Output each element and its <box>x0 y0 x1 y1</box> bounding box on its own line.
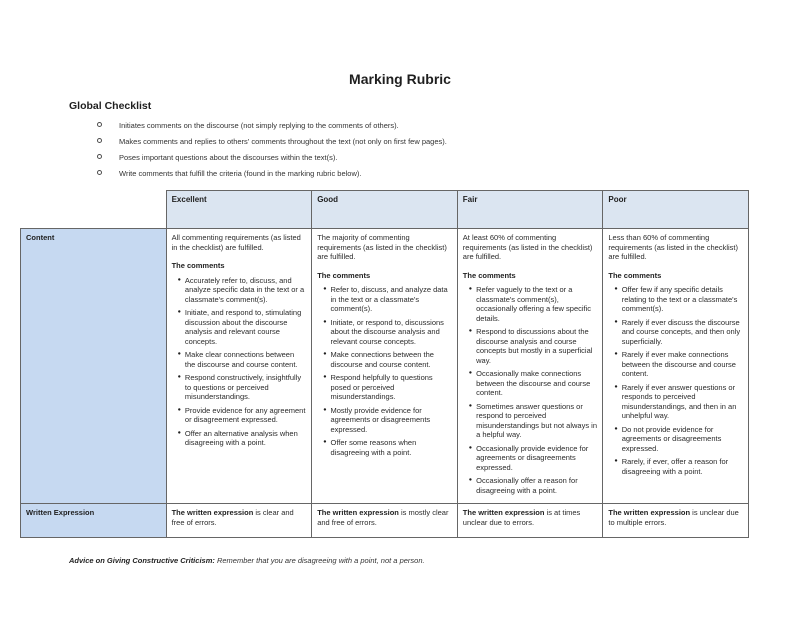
bullet-dot-icon: ● <box>323 351 327 357</box>
cell-bullet-item <box>323 285 452 314</box>
checklist-list <box>69 121 729 179</box>
cell-intro-text: All commenting requirements (as listed in the checklist) are fulfilled. <box>171 233 301 252</box>
cell-bullet-text: Rarely if ever answer questions or responds to perceived misunderstandings, and then in an unhelpful way. <box>621 382 737 420</box>
rubric-table <box>20 190 749 538</box>
row-header-content: Content <box>21 229 167 504</box>
cell-bullet-item <box>614 457 743 476</box>
cell-bullet-text: Occasionally provide evidence for agreements or disagreements expressed. <box>476 443 589 472</box>
checklist-item <box>97 169 729 179</box>
written-cell-good <box>312 504 458 538</box>
cell-bullet-list <box>172 276 307 448</box>
cell-bullet-text: Rarely if ever make connections between the discourse and course content. <box>621 350 736 378</box>
cell-bullet-text: Occasionally make connections between the discourse and course content. <box>476 369 591 397</box>
cell-bullet-text: Sometimes answer questions or respond to perceived misunderstandings but not always in a helpful way. <box>476 401 598 439</box>
cell-subheading: The comments <box>608 270 662 280</box>
bullet-dot-icon: ● <box>614 318 618 325</box>
cell-bullet-item <box>614 425 743 454</box>
cell-bullet-text: Make connections between the discourse and course content. <box>330 350 434 369</box>
bullet-dot-icon: ● <box>614 425 618 432</box>
content-cell-fair <box>457 229 603 504</box>
row-header-written-expression: Written Expression <box>21 504 167 538</box>
cell-bullet-text: Offer few if any specific details relating to the text or a classmate's comment(s). <box>621 285 738 313</box>
cell-bullet-list <box>317 285 452 457</box>
advice-note <box>69 556 425 565</box>
cell-bullet-item <box>614 285 743 314</box>
checklist-heading: Global Checklist <box>69 100 152 112</box>
bullet-dot-icon: ● <box>323 374 327 380</box>
cell-intro-text: The majority of commenting requirements (as listed in the checklist) are fulfilled. <box>317 233 447 261</box>
cell-bullet-text: Provide evidence for any agreement or disagreement expressed. <box>184 405 306 424</box>
bullet-dot-icon: ● <box>614 458 618 464</box>
cell-bullet-text: Respond helpfully to questions posed or perceived misunderstandings. <box>330 373 433 401</box>
cell-bullet-text: Do not provide evidence for agreements or disagreements expressed. <box>621 424 722 453</box>
column-header-poor: Poor <box>603 191 749 229</box>
advice-label: Advice on Giving Constructive Criticism: <box>69 556 215 565</box>
written-expression-row <box>21 504 749 538</box>
column-header-fair: Fair <box>457 191 603 229</box>
written-cell-lead: The written expression <box>171 508 254 517</box>
bullet-dot-icon: ● <box>323 439 327 445</box>
cell-bullet-item <box>178 276 307 305</box>
column-header-good: Good <box>312 191 458 229</box>
cell-bullet-text: Initiate, and respond to, stimulating discussion about the discourse analysis and relevant course concepts. <box>184 308 302 346</box>
written-cell-lead: The written expression <box>462 508 545 517</box>
cell-bullet-text: Rarely, if ever, offer a reason for disagreeing with a point. <box>621 457 729 476</box>
cell-bullet-text: Rarely if ever discuss the discourse and course concepts, and then only superficially. <box>621 317 741 346</box>
cell-bullet-text: Respond to discussions about the discourse analysis and course concepts but mostly in a superficial way. <box>476 327 593 365</box>
bullet-dot-icon: ● <box>177 374 181 380</box>
cell-intro-text: Less than 60% of commenting requirements (as listed in the checklist) are fulfilled. <box>608 233 739 261</box>
bullet-dot-icon: ● <box>177 276 181 283</box>
checklist-item <box>97 121 729 131</box>
cell-bullet-item <box>178 429 307 448</box>
cell-bullet-item <box>469 444 598 473</box>
written-cell-excellent <box>166 504 312 538</box>
cell-bullet-item <box>323 318 452 347</box>
cell-bullet-item <box>614 383 743 421</box>
cell-bullet-text: Respond constructively, insightfully to questions or perceived misunderstandings. <box>184 373 302 401</box>
rubric-header-row <box>21 191 749 229</box>
cell-bullet-text: Refer vaguely to the text or a classmate's comment(s), occasionally offering a few specific details. <box>476 285 592 323</box>
cell-bullet-text: Accurately refer to, discuss, and analyze specific data in the text or a classmate's comment(s). <box>184 275 305 304</box>
bullet-dot-icon: ● <box>468 402 473 409</box>
bullet-dot-icon: ● <box>614 286 618 292</box>
cell-bullet-item <box>614 350 743 379</box>
written-cell-lead: The written expression <box>317 508 399 517</box>
cell-subheading: The comments <box>462 270 516 280</box>
content-cell-poor <box>603 229 749 504</box>
cell-bullet-text: Offer an alternative analysis when disagreeing with a point. <box>184 428 298 447</box>
bullet-dot-icon: ● <box>468 477 473 483</box>
bullet-dot-icon: ● <box>323 318 327 325</box>
bullet-dot-icon: ● <box>468 444 473 451</box>
bullet-dot-icon: ● <box>468 370 473 376</box>
cell-bullet-item <box>469 327 598 365</box>
cell-bullet-item <box>469 402 598 440</box>
cell-bullet-item <box>469 285 598 323</box>
bullet-dot-icon: ● <box>614 351 618 357</box>
circle-bullet-icon <box>97 154 102 159</box>
checklist-item-text: Poses important questions about the discourses within the text(s). <box>119 153 338 162</box>
cell-bullet-text: Refer to, discuss, and analyze data in the text or a classmate's comment(s). <box>330 285 448 313</box>
cell-bullet-item <box>614 318 743 347</box>
written-cell-poor <box>603 504 749 538</box>
bullet-dot-icon: ● <box>468 328 473 334</box>
cell-intro-text: At least 60% of commenting requirements (as listed in the checklist) are fulfilled. <box>462 233 593 261</box>
cell-bullet-text: Occasionally offer a reason for disagreeing with a point. <box>476 476 578 495</box>
cell-bullet-item <box>469 369 598 398</box>
content-cell-excellent <box>166 229 312 504</box>
cell-bullet-list <box>608 285 743 476</box>
cell-bullet-text: Initiate, or respond to, discussions about the discourse analysis and relevant course concepts. <box>330 317 444 346</box>
global-checklist-section <box>69 100 729 185</box>
column-header-excellent: Excellent <box>166 191 312 229</box>
bullet-dot-icon: ● <box>323 286 327 292</box>
written-cell-text: is mostly clear and free of errors. <box>317 508 449 527</box>
cell-bullet-item <box>323 438 452 457</box>
cell-bullet-item <box>323 406 452 435</box>
cell-bullet-text: Make clear connections between the discourse and course content. <box>184 350 298 369</box>
advice-text: Remember that you are disagreeing with a point, not a person. <box>214 556 425 565</box>
bullet-dot-icon: ● <box>614 383 618 390</box>
written-cell-text: is clear and free of errors. <box>171 508 294 527</box>
cell-bullet-text: Offer some reasons when disagreeing with a point. <box>330 438 417 457</box>
bullet-dot-icon: ● <box>177 406 181 413</box>
cell-subheading: The comments <box>317 270 371 280</box>
cell-bullet-item <box>323 350 452 369</box>
written-cell-text: is unclear due to multiple errors. <box>608 508 739 527</box>
checklist-item-text: Makes comments and replies to others' comments throughout the text (not only on first few pages). <box>119 137 447 146</box>
circle-bullet-icon <box>97 122 102 127</box>
checklist-item-text: Write comments that fulfill the criteria (found in the marking rubric below). <box>119 169 362 178</box>
cell-bullet-item <box>178 406 307 425</box>
written-cell-lead: The written expression <box>608 508 691 517</box>
bullet-dot-icon: ● <box>468 286 473 292</box>
circle-bullet-icon <box>97 170 102 175</box>
cell-subheading: The comments <box>171 261 225 270</box>
written-cell-text: is at times unclear due to errors. <box>462 508 581 527</box>
bullet-dot-icon: ● <box>323 406 327 413</box>
cell-bullet-item <box>178 373 307 402</box>
circle-bullet-icon <box>97 138 102 143</box>
cell-bullet-item <box>178 350 307 369</box>
checklist-item-text: Initiates comments on the discourse (not simply replying to the comments of others). <box>119 121 399 130</box>
corner-cell <box>21 191 167 229</box>
bullet-dot-icon: ● <box>177 429 181 436</box>
content-cell-good <box>312 229 458 504</box>
written-cell-fair <box>457 504 603 538</box>
page-title: Marking Rubric <box>349 71 451 87</box>
content-row <box>21 229 749 504</box>
cell-bullet-list <box>463 285 598 495</box>
checklist-item <box>97 137 729 147</box>
cell-bullet-text: Mostly provide evidence for agreements or disagreements expressed. <box>330 405 431 434</box>
bullet-dot-icon: ● <box>177 309 181 315</box>
bullet-dot-icon: ● <box>177 351 181 357</box>
cell-bullet-item <box>323 373 452 402</box>
cell-bullet-item <box>469 476 598 495</box>
cell-bullet-item <box>178 308 307 346</box>
checklist-item <box>97 153 729 163</box>
